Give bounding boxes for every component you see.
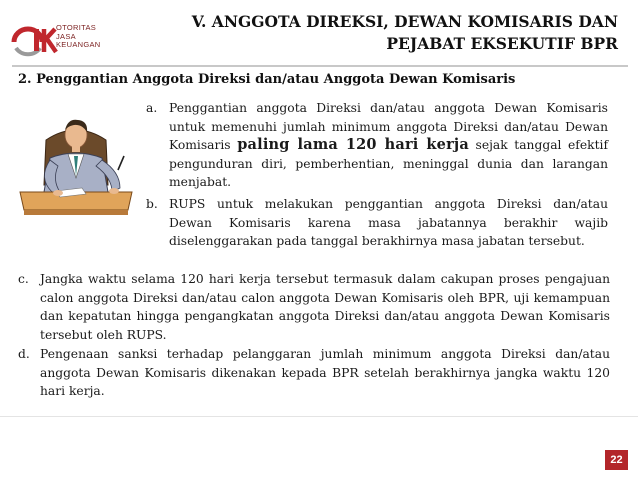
slide-title-line: V. ANGGOTA DIREKSI, DEWAN KOMISARIS DAN bbox=[191, 12, 618, 31]
list-item-text bbox=[169, 99, 608, 192]
list-item-text: Jangka waktu selama 120 hari kerja tersebut termasuk dalam cakupan proses pengajuan calon anggota Direksi dan/atau calon anggota Dewan Komisaris oleh BPR, uji kemampuan dan kepatutan hingga pengangkatan anggota Direksi dan/atau anggota Dewan Komisaris tersebut oleh RUPS. bbox=[40, 272, 610, 342]
slide-title-line: PEJABAT EKSEKUTIF BPR bbox=[386, 34, 618, 53]
footer-divider bbox=[0, 416, 638, 417]
businessman-illustration bbox=[16, 100, 136, 216]
text-segment: Penggantian anggota Direksi dan/atau anggota Dewan Komisaris untuk memenuhi jumlah minimum anggota Direksi dan/atau Dewan Komisaris bbox=[169, 101, 608, 153]
section-heading: 2. Penggantian Anggota Direksi dan/atau Anggota Dewan Komisaris bbox=[18, 72, 516, 87]
list-item-d bbox=[18, 345, 610, 401]
logo-caption bbox=[56, 24, 101, 50]
logo-caption-line: OTORITAS bbox=[56, 23, 97, 32]
text-segment: sejak tanggal efektif pengunduran diri, pemberhentian, meninggal dunia dan larangan menjabat. bbox=[169, 138, 609, 190]
list-item-c bbox=[18, 270, 610, 344]
list-marker: b. bbox=[146, 197, 158, 211]
list-item-b bbox=[146, 195, 608, 251]
logo-caption-line: KEUANGAN bbox=[56, 40, 101, 49]
list-item-text: Pengenaan sanksi terhadap pelanggaran jumlah minimum anggota Direksi dan/atau anggota Dewan Komisaris dikenakan kepada BPR setelah berakhirnya jangka waktu 120 hari kerja. bbox=[40, 347, 610, 399]
list-item-a bbox=[146, 99, 608, 192]
logo-caption-line: JASA bbox=[56, 31, 76, 41]
list-marker: c. bbox=[18, 272, 29, 286]
title-divider bbox=[12, 65, 628, 67]
slide-title bbox=[148, 11, 618, 55]
page-number: 22 bbox=[605, 450, 628, 470]
list-marker: a. bbox=[146, 101, 158, 115]
emphasis-text: paling lama 120 hari kerja bbox=[237, 136, 469, 154]
list-marker: d. bbox=[18, 347, 30, 361]
list-item-text: RUPS untuk melakukan penggantian anggota Direksi dan/atau Dewan Komisaris karena masa jabatannya berakhir wajib diselenggarakan pada tanggal berakhirnya masa jabatan tersebut. bbox=[169, 197, 608, 249]
